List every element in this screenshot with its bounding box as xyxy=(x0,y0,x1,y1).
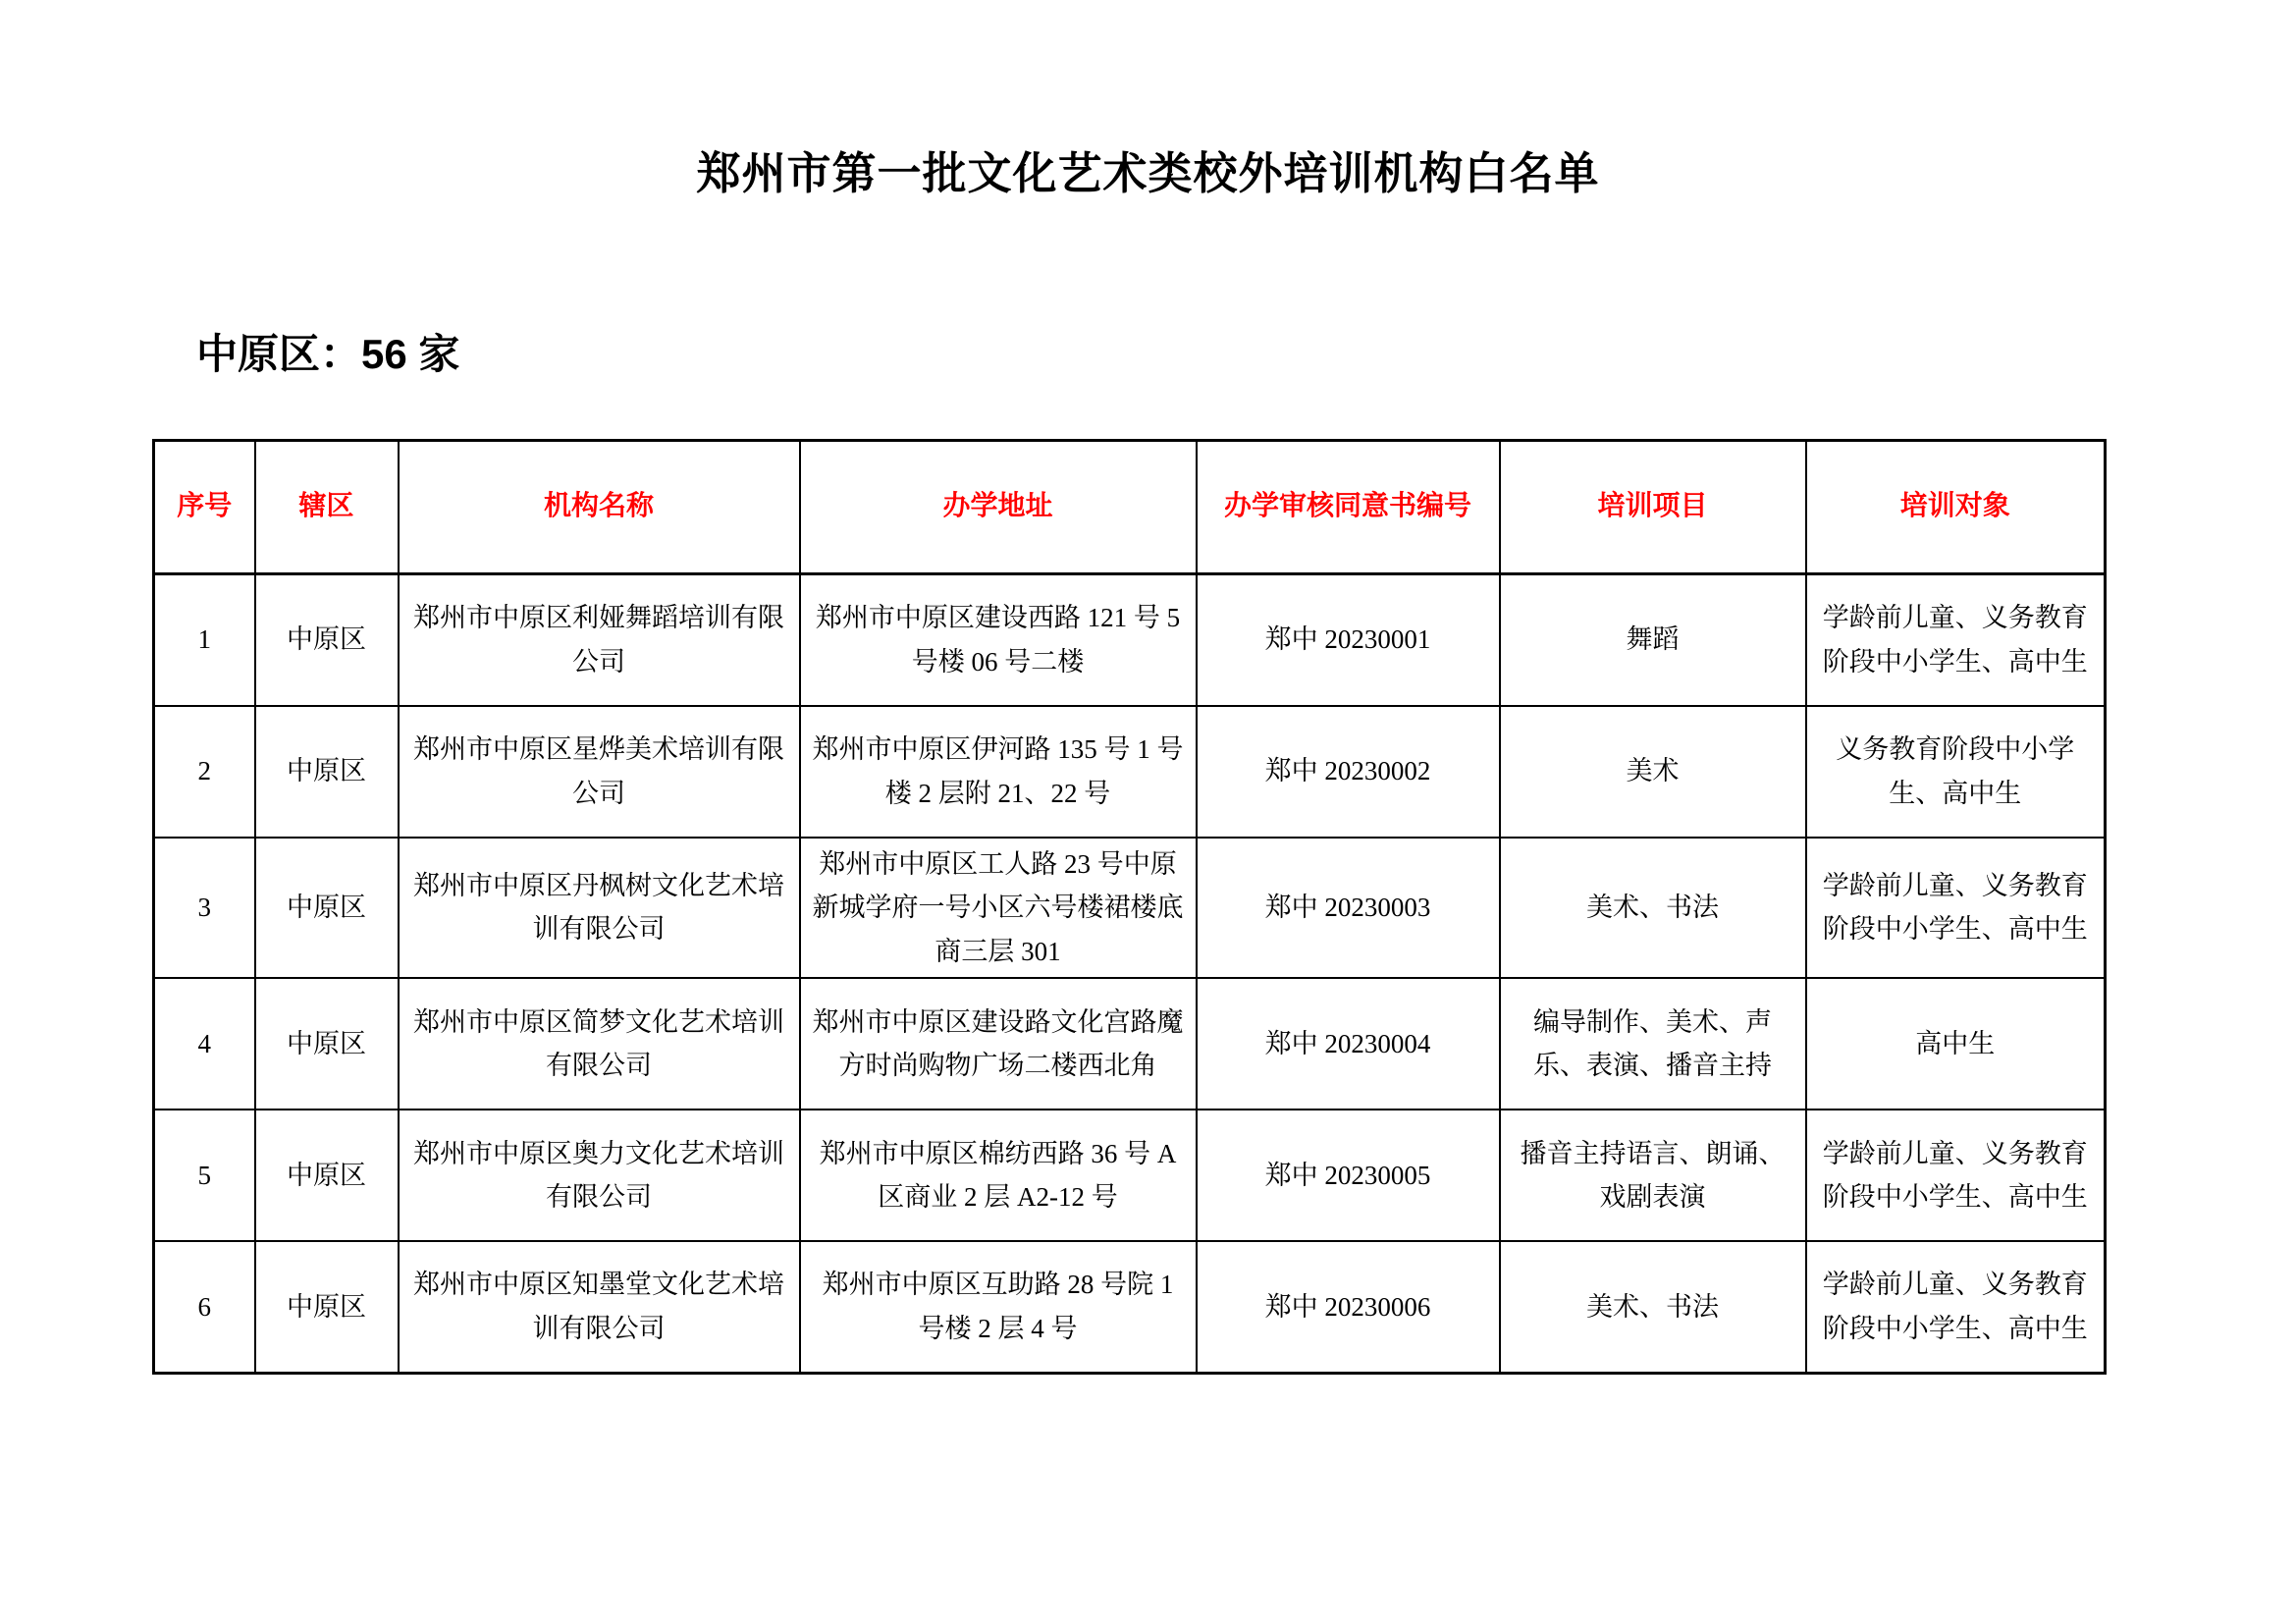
cell-training-targets: 学龄前儿童、义务教育阶段中小学生、高中生 xyxy=(1806,1241,2106,1373)
cell-training-targets: 学龄前儿童、义务教育阶段中小学生、高中生 xyxy=(1806,838,2106,979)
column-header-training-targets: 培训对象 xyxy=(1806,441,2106,574)
table-row xyxy=(154,706,2106,838)
cell-training-programs: 美术、书法 xyxy=(1500,1241,1806,1373)
table-header-row xyxy=(154,441,2106,574)
cell-institution-name: 郑州市中原区丹枫树文化艺术培训有限公司 xyxy=(399,838,800,979)
cell-institution-name: 郑州市中原区星烨美术培训有限公司 xyxy=(399,706,800,838)
column-header-district: 辖区 xyxy=(255,441,399,574)
cell-training-programs: 播音主持语言、朗诵、戏剧表演 xyxy=(1500,1110,1806,1241)
cell-institution-name: 郑州市中原区奥力文化艺术培训有限公司 xyxy=(399,1110,800,1241)
cell-address: 郑州市中原区建设路文化宫路魔方时尚购物广场二楼西北角 xyxy=(800,978,1197,1110)
column-header-training-programs: 培训项目 xyxy=(1500,441,1806,574)
cell-training-programs: 舞蹈 xyxy=(1500,574,1806,706)
column-header-approval-number: 办学审核同意书编号 xyxy=(1197,441,1500,574)
cell-address: 郑州市中原区互助路 28 号院 1 号楼 2 层 4 号 xyxy=(800,1241,1197,1373)
cell-index: 5 xyxy=(154,1110,255,1241)
cell-approval-number: 郑中 20230003 xyxy=(1197,838,1500,979)
cell-approval-number: 郑中 20230002 xyxy=(1197,706,1500,838)
cell-address: 郑州市中原区工人路 23 号中原新城学府一号小区六号楼裙楼底商三层 301 xyxy=(800,838,1197,979)
table-row xyxy=(154,1241,2106,1373)
cell-training-targets: 高中生 xyxy=(1806,978,2106,1110)
table-row xyxy=(154,574,2106,706)
cell-index: 1 xyxy=(154,574,255,706)
district-count-heading: 中原区：56 家 xyxy=(196,331,460,377)
cell-training-programs: 美术 xyxy=(1500,706,1806,838)
cell-address: 郑州市中原区建设西路 121 号 5 号楼 06 号二楼 xyxy=(800,574,1197,706)
cell-address: 郑州市中原区伊河路 135 号 1 号楼 2 层附 21、22 号 xyxy=(800,706,1197,838)
cell-approval-number: 郑中 20230006 xyxy=(1197,1241,1500,1373)
cell-index: 4 xyxy=(154,978,255,1110)
column-header-address: 办学地址 xyxy=(800,441,1197,574)
cell-approval-number: 郑中 20230004 xyxy=(1197,978,1500,1110)
table-row xyxy=(154,838,2106,979)
page-title: 郑州市第一批文化艺术类校外培训机构白名单 xyxy=(696,148,1600,198)
cell-index: 2 xyxy=(154,706,255,838)
cell-training-programs: 美术、书法 xyxy=(1500,838,1806,979)
table-row xyxy=(154,1110,2106,1241)
cell-institution-name: 郑州市中原区利娅舞蹈培训有限公司 xyxy=(399,574,800,706)
cell-district: 中原区 xyxy=(255,706,399,838)
cell-institution-name: 郑州市中原区简梦文化艺术培训有限公司 xyxy=(399,978,800,1110)
cell-training-targets: 学龄前儿童、义务教育阶段中小学生、高中生 xyxy=(1806,574,2106,706)
cell-approval-number: 郑中 20230001 xyxy=(1197,574,1500,706)
cell-district: 中原区 xyxy=(255,1110,399,1241)
cell-training-targets: 学龄前儿童、义务教育阶段中小学生、高中生 xyxy=(1806,1110,2106,1241)
cell-district: 中原区 xyxy=(255,838,399,979)
cell-address: 郑州市中原区棉纺西路 36 号 A 区商业 2 层 A2-12 号 xyxy=(800,1110,1197,1241)
cell-index: 6 xyxy=(154,1241,255,1373)
column-header-institution-name: 机构名称 xyxy=(399,441,800,574)
cell-training-targets: 义务教育阶段中小学生、高中生 xyxy=(1806,706,2106,838)
cell-index: 3 xyxy=(154,838,255,979)
cell-institution-name: 郑州市中原区知墨堂文化艺术培训有限公司 xyxy=(399,1241,800,1373)
column-header-index: 序号 xyxy=(154,441,255,574)
cell-training-programs: 编导制作、美术、声乐、表演、播音主持 xyxy=(1500,978,1806,1110)
cell-approval-number: 郑中 20230005 xyxy=(1197,1110,1500,1241)
table-row xyxy=(154,978,2106,1110)
cell-district: 中原区 xyxy=(255,1241,399,1373)
cell-district: 中原区 xyxy=(255,574,399,706)
institutions-table xyxy=(152,439,2107,1375)
cell-district: 中原区 xyxy=(255,978,399,1110)
